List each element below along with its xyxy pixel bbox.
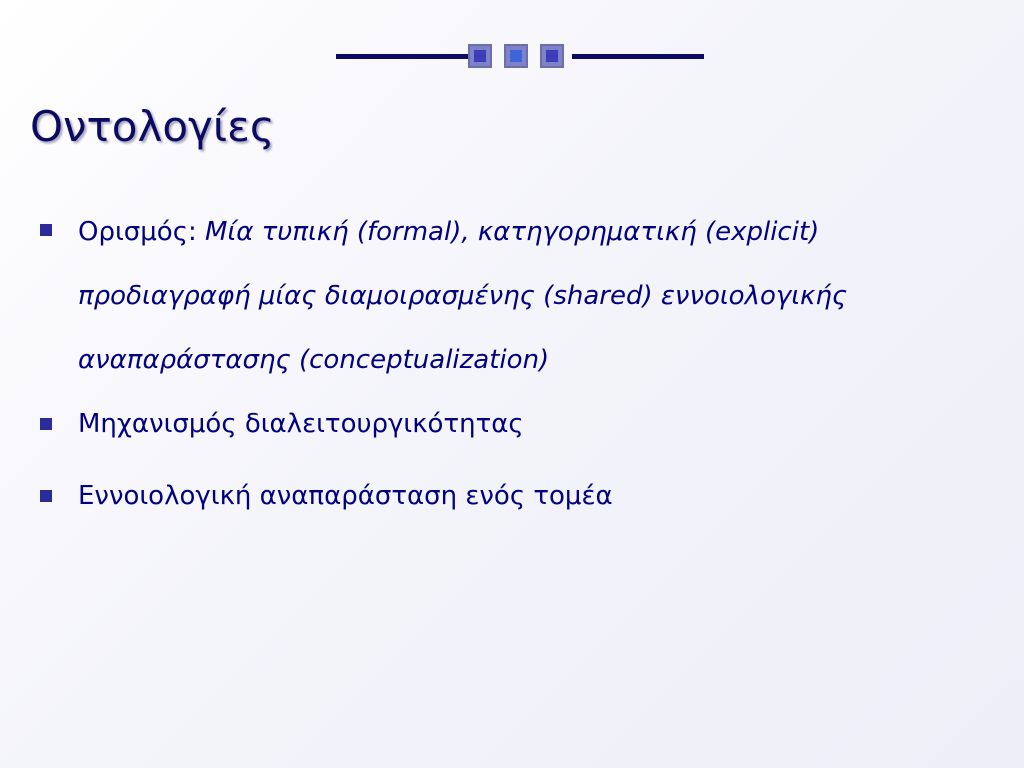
ornament-square-left [468, 44, 492, 68]
ornament-square-middle [504, 44, 528, 68]
square-bullet-icon [40, 490, 52, 502]
bullet-text: Εννοιολογική αναπαράσταση ενός τομέα [78, 481, 613, 511]
bullet-definition [38, 200, 988, 392]
bullet-list [38, 200, 988, 544]
square-bullet-icon [40, 224, 52, 236]
definition-text: Μία τυπική (formal), κατηγορηματική (explicit) προδιαγραφή μίας διαμοιρασμένης (shared) εννοιολογικής αναπαράστασης (conceptualization) [78, 217, 848, 375]
bullet-domain-representation [38, 472, 988, 520]
square-bullet-icon [40, 418, 52, 430]
title-ornament [336, 44, 704, 70]
ornament-line-left [336, 54, 468, 59]
bullet-text: Μηχανισμός διαλειτουργικότητας [78, 409, 524, 439]
definition-label: Ορισμός: [78, 217, 205, 247]
bullet-interoperability [38, 400, 988, 448]
ornament-square-right [540, 44, 564, 68]
slide-title: Οντολογίες [30, 102, 275, 151]
ornament-line-right [572, 54, 704, 59]
